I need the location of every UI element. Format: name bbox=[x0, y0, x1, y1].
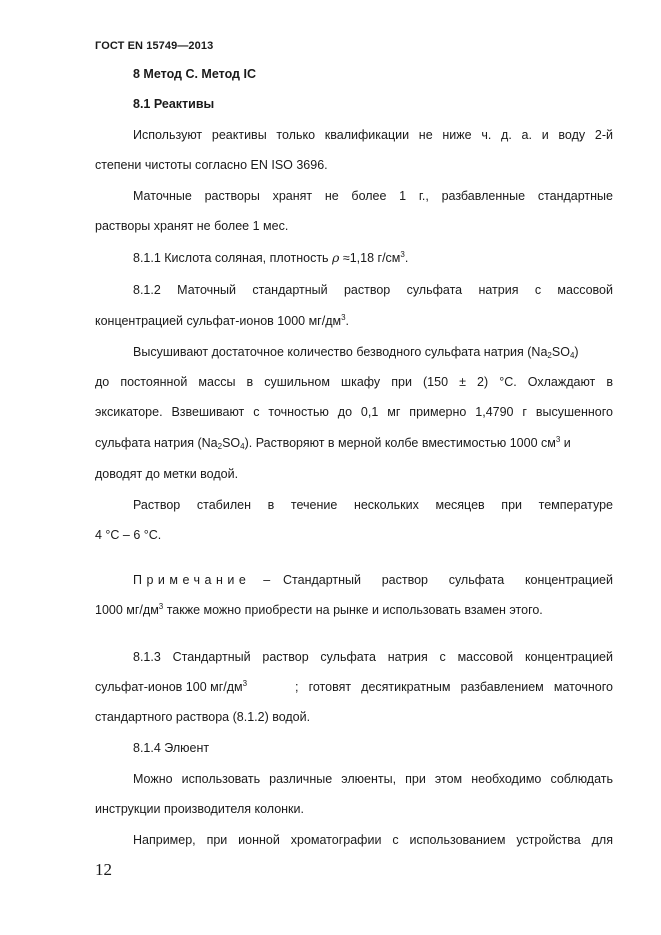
subscript: 4 bbox=[240, 442, 245, 451]
dry-line4-text: сульфата натрия (Na bbox=[95, 436, 218, 450]
item-8-1-2-line2 bbox=[95, 314, 349, 328]
subscript: 2 bbox=[217, 442, 223, 451]
item-8-1-1-prefix: 8.1.1 Кислота соляная, плотность bbox=[133, 251, 333, 265]
para2-line1: Маточные растворы хранят не более 1 г., разбавленные стандартные bbox=[133, 189, 613, 203]
period: . bbox=[345, 314, 350, 328]
subscript: 4 bbox=[569, 351, 575, 360]
superscript: 3 bbox=[341, 313, 346, 322]
superscript: 3 bbox=[242, 679, 248, 688]
density-value: ≈1,18 г/см bbox=[339, 251, 401, 265]
stable-line2: 4 °С – 6 °С. bbox=[95, 528, 162, 542]
dry-line1 bbox=[133, 345, 579, 359]
item-8-1-3-line1: 8.1.3 Стандартный раствор сульфата натрия с массовой концентрацией bbox=[133, 650, 613, 664]
example-line1: Например, при ионной хроматографии с использованием устройства для bbox=[133, 833, 613, 847]
dry-line4-text2: ). Растворяют в мерной колбе вместимостью 1000 см bbox=[244, 436, 556, 450]
note-line1-rest: Стандартный раствор сульфата концентрацией bbox=[283, 573, 613, 587]
formula-part: SO bbox=[551, 345, 570, 359]
item-8-1-2-line1: 8.1.2 Маточный стандартный раствор сульфата натрия с массовой bbox=[133, 283, 613, 297]
note-label: Примечание bbox=[133, 573, 251, 587]
superscript: 3 bbox=[555, 435, 561, 444]
item-8-1-3-line3: стандартного раствора (8.1.2) водой. bbox=[95, 710, 311, 724]
superscript: 3 bbox=[400, 250, 405, 259]
rho-symbol: ρ bbox=[332, 250, 340, 265]
item-8-1-3-line2-b: ; готовят десятикратным разбавлением маточного bbox=[295, 680, 613, 694]
note-line2-rest: также можно приобрести на рынке и использовать взамен этого. bbox=[163, 603, 543, 617]
para1-line1: Используют реактивы только квалификации не ниже ч. д. а. и воду 2-й bbox=[133, 128, 613, 142]
eluent-line2: инструкции производителя колонки. bbox=[95, 802, 304, 816]
subscript: 2 bbox=[547, 351, 552, 360]
period: . bbox=[404, 251, 409, 265]
para2-line2: растворы хранят не более 1 мес. bbox=[95, 219, 289, 233]
item-8-1-4: 8.1.4 Элюент bbox=[133, 741, 210, 755]
subsection-heading: 8.1 Реактивы bbox=[133, 97, 215, 111]
dry-line4-end: и bbox=[560, 436, 571, 450]
note-line2-text: 1000 мг/дм bbox=[95, 603, 159, 617]
dry-line3: эксикаторе. Взвешивают с точностью до 0,1 мг примерно 1,4790 г высушенного bbox=[95, 405, 613, 419]
note-line1 bbox=[133, 573, 613, 587]
item-8-1-2-text: концентрацией сульфат-ионов 1000 мг/дм bbox=[95, 314, 342, 328]
item-8-1-3-line2 bbox=[95, 680, 613, 694]
conc-text: сульфат-ионов 100 мг/дм bbox=[95, 680, 243, 694]
note-dash: – bbox=[263, 573, 271, 587]
dry-line5: доводят до метки водой. bbox=[95, 467, 239, 481]
para1-line2: степени чистоты согласно EN ISO 3696. bbox=[95, 158, 328, 172]
dry-line2: до постоянной массы в сушильном шкафу при (150 ± 2) °С. Охлаждают в bbox=[95, 375, 613, 389]
bracket: ) bbox=[574, 345, 579, 359]
dry-line1-text: Высушивают достаточное количество безводного сульфата натрия (Na bbox=[133, 345, 548, 359]
formula-part: SO bbox=[222, 436, 241, 450]
superscript: 3 bbox=[158, 602, 164, 611]
item-8-1-1 bbox=[133, 250, 408, 265]
item-8-1-3-line2-a bbox=[95, 680, 247, 694]
stable-line1: Раствор стабилен в течение нескольких месяцев при температуре bbox=[133, 498, 613, 512]
section-heading: 8 Метод С. Метод IC bbox=[133, 67, 256, 81]
document-header: ГОСТ EN 15749—2013 bbox=[95, 40, 214, 52]
note-line2 bbox=[95, 603, 543, 617]
eluent-line1: Можно использовать различные элюенты, при этом необходимо соблюдать bbox=[133, 772, 613, 786]
dry-line4 bbox=[95, 436, 571, 450]
page-number: 12 bbox=[95, 860, 112, 879]
